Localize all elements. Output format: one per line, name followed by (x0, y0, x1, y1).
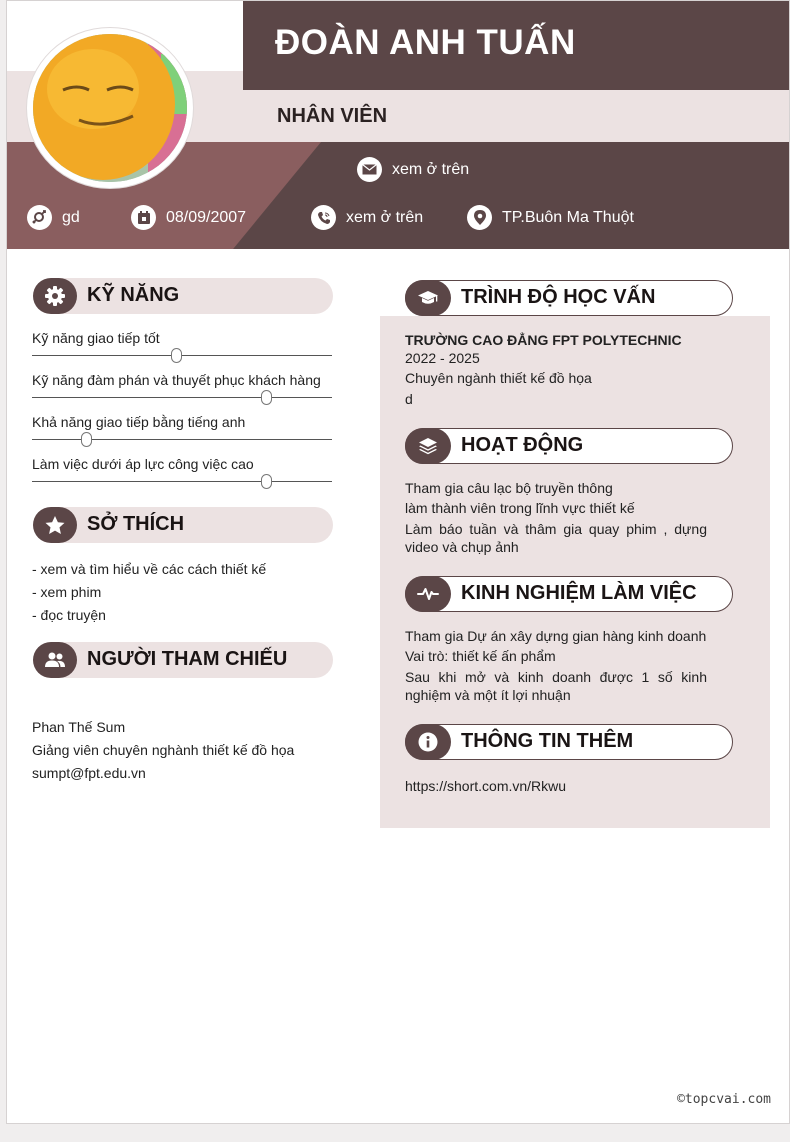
address-text: TP.Buôn Ma Thuột (502, 208, 634, 226)
hobby-item: - xem và tìm hiểu về các cách thiết kế (32, 561, 267, 577)
info-email (357, 157, 469, 182)
skill-label: Khả năng giao tiếp bằng tiếng anh (32, 414, 246, 430)
gender-icon (27, 205, 52, 230)
skill-bar (32, 355, 332, 356)
additional-info-title: THÔNG TIN THÊM (461, 730, 634, 752)
candidate-position: NHÂN VIÊN (277, 105, 388, 127)
birthday-text: 08/09/2007 (166, 208, 247, 226)
references-title: NGƯỜI THAM CHIẾU (87, 648, 288, 670)
info-gender (27, 205, 80, 230)
avatar-photo (33, 34, 187, 182)
education-years: 2022 - 2025 (405, 350, 480, 366)
education-major: Chuyên ngành thiết kế đồ họa (405, 370, 592, 386)
email-text: xem ở trên (392, 160, 470, 178)
skill-label: Làm việc dưới áp lực công việc cao (32, 456, 254, 472)
star-icon (33, 507, 77, 543)
experience-item: Sau khi mở và kinh doanh được 1 số kinh nghiệm và một ít lợi nhuận (405, 669, 707, 703)
activity-item: Làm báo tuần và thâm gia quay phim , dựng video và chụp ảnh (405, 521, 707, 555)
skill-slider-handle[interactable] (261, 474, 272, 489)
skill-label: Kỹ năng giao tiếp tốt (32, 330, 160, 346)
experience-heading (405, 576, 733, 612)
phone-text: xem ở trên (346, 208, 424, 226)
activity-item: Tham gia câu lạc bộ truyền thông (405, 480, 613, 496)
reference-role: Giảng viên chuyên nghành thiết kế đồ họa (32, 742, 295, 758)
hobbies-title: SỞ THÍCH (87, 513, 185, 535)
education-school: TRƯỜNG CAO ĐẲNG FPT POLYTECHNIC (405, 332, 682, 348)
envelope-icon (357, 157, 382, 182)
info-phone (311, 205, 423, 230)
experience-item: Tham gia Dự án xây dựng gian hàng kinh doanh (405, 628, 707, 644)
additional-info-heading (405, 724, 733, 760)
activity-item: làm thành viên trong lĩnh vực thiết kế (405, 500, 635, 516)
users-icon (33, 642, 77, 678)
skill-slider-handle[interactable] (171, 348, 182, 363)
layers-icon (405, 428, 451, 464)
gear-icon (33, 278, 77, 314)
education-note: d (405, 391, 413, 407)
additional-info-link[interactable]: https://short.com.vn/Rkwu (405, 778, 567, 794)
skill-bar (32, 481, 332, 482)
calendar-icon (131, 205, 156, 230)
skill-slider-handle[interactable] (81, 432, 92, 447)
skill-slider-handle[interactable] (261, 390, 272, 405)
info-birthday (131, 205, 246, 230)
gender-text: gd (62, 208, 80, 226)
cv-page (6, 0, 790, 1124)
reference-email: sumpt@fpt.edu.vn (32, 765, 146, 781)
skill-label: Kỹ năng đàm phán và thuyết phục khách hàng (32, 372, 321, 388)
avatar (27, 28, 193, 188)
hobbies-heading (33, 507, 333, 543)
phone-icon (311, 205, 336, 230)
location-pin-icon (467, 205, 492, 230)
watermark: ©topcvai.com (677, 1092, 771, 1107)
activities-heading (405, 428, 733, 464)
hobby-item: - xem phim (32, 584, 102, 600)
graduation-cap-icon (405, 280, 451, 316)
education-heading (405, 280, 733, 316)
skill-bar (32, 397, 332, 398)
hobby-item: - đọc truyện (32, 607, 106, 623)
skills-heading (33, 278, 333, 314)
skills-title: KỸ NĂNG (87, 284, 180, 306)
pulse-icon (405, 576, 451, 612)
activities-title: HOẠT ĐỘNG (461, 434, 584, 456)
education-title: TRÌNH ĐỘ HỌC VẤN (461, 286, 656, 308)
references-heading (33, 642, 333, 678)
experience-item: Vai trò: thiết kế ấn phẩm (405, 648, 556, 664)
info-address (467, 205, 634, 230)
skill-bar (32, 439, 332, 440)
info-icon (405, 724, 451, 760)
candidate-name: ĐOÀN ANH TUẤN (275, 23, 576, 62)
reference-name: Phan Thế Sum (32, 719, 126, 735)
experience-title: KINH NGHIỆM LÀM VIỆC (461, 582, 697, 604)
